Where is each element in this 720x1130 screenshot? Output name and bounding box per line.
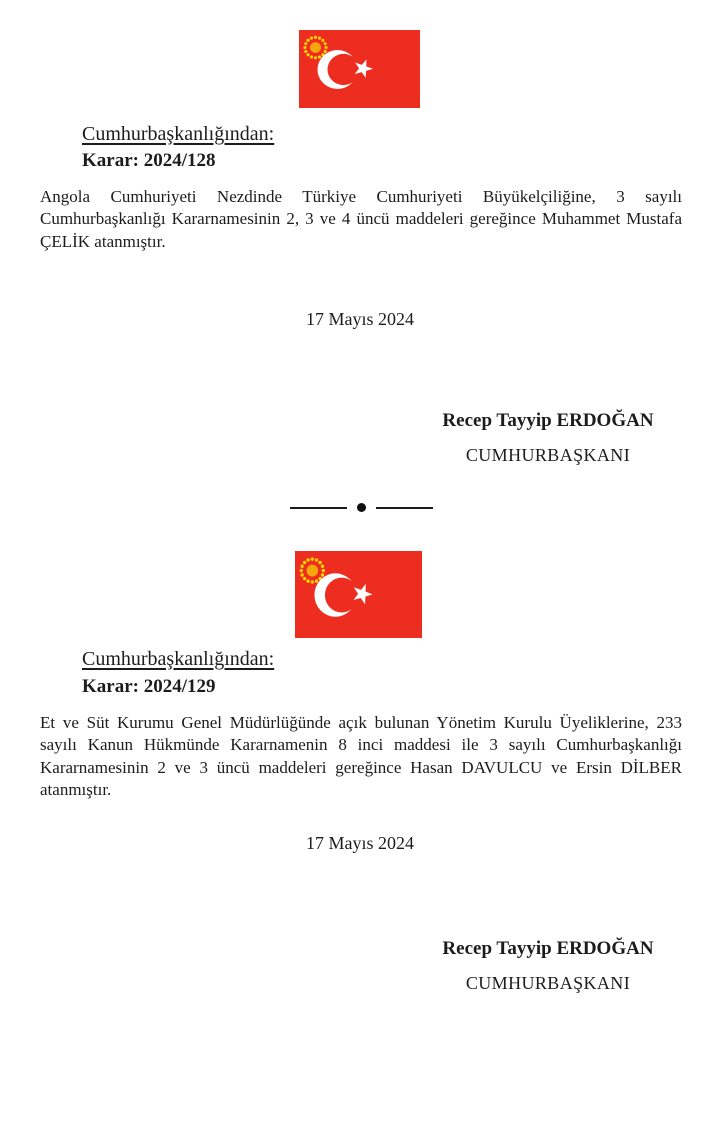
decree-body-text: Et ve Süt Kurumu Genel Müdürlüğünde açık bulunan Yönetim Kurulu Üyeliklerine, 233 sayılı Kanun Hükmünde Kararnamenin 8 inci maddesi ile 3 sayılı Cumhurbaşkanlığı Kararnamesinin 2 ve 3 üncü maddeleri gereğince Hasan DAVULCU ve Ersin DİLBER atanmıştır. [40, 713, 682, 799]
decree-date: 17 Mayıs 2024 [306, 309, 414, 329]
signer-name: Recep Tayyip ERDOĞAN [442, 410, 654, 431]
signature-block [413, 410, 683, 466]
issuer-heading: Cumhurbaşkanlığından: [82, 648, 275, 670]
decree-body-text: Angola Cumhuriyeti Nezdinde Türkiye Cumhuriyeti Büyükelçiliğine, 3 sayılı Cumhurbaşkanlığı Kararnamesinin 2, 3 ve 4 üncü maddeleri gereğince Muhammet Mustafa ÇELİK atanmıştır. [40, 187, 682, 251]
divider-line-right [376, 507, 433, 509]
signer-name: Recep Tayyip ERDOĞAN [442, 938, 654, 959]
signer-title: CUMHURBAŞKANI [465, 445, 631, 465]
signer-title: CUMHURBAŞKANI [465, 973, 631, 993]
decision-number: Karar: 2024/129 [82, 676, 216, 697]
decision-number: Karar: 2024/128 [82, 150, 216, 171]
divider-line-left [290, 507, 347, 509]
section-divider [290, 503, 433, 512]
presidential-flag [295, 551, 422, 638]
divider-bullet [357, 503, 366, 512]
presidential-flag [299, 30, 420, 108]
issuer-heading: Cumhurbaşkanlığından: [82, 123, 275, 145]
signature-block [413, 938, 683, 994]
decree-date: 17 Mayıs 2024 [306, 833, 414, 853]
